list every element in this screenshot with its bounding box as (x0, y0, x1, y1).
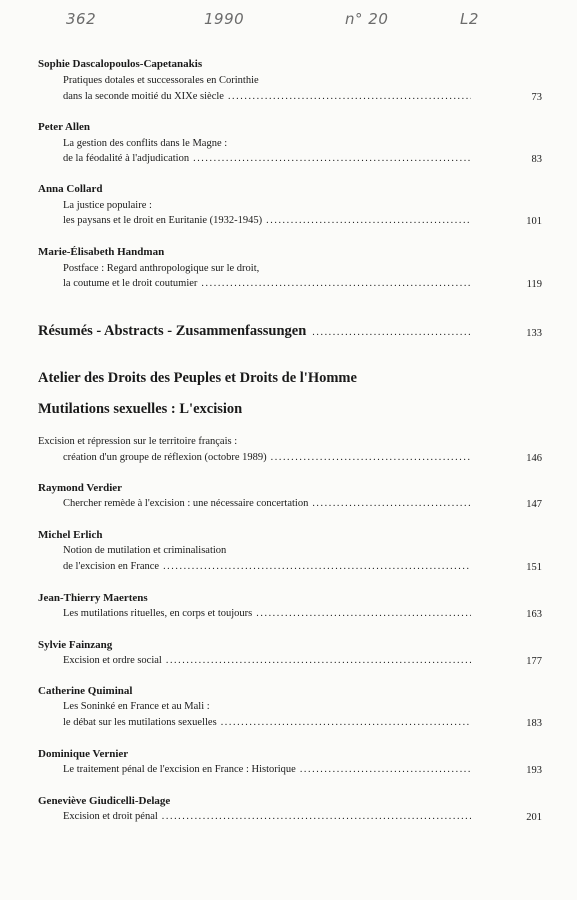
leader-dots (312, 327, 471, 338)
entry-title-line: Postface : Regard anthropologique sur le droit, (63, 263, 260, 274)
leader-dots (266, 215, 471, 226)
entry-page-number: 133 (526, 328, 542, 339)
entry-author: Dominique Vernier (38, 748, 129, 760)
entry-author: Marie-Élisabeth Handman (38, 246, 165, 258)
entry-title-line: Pratiques dotales et successorales en Corinthie (63, 75, 259, 86)
entry-title-line: les paysans et le droit en Euritanie (1932-1945) (63, 215, 263, 226)
entry-title-leader (63, 764, 471, 778)
handwritten-note-3: n° 20 (345, 10, 389, 28)
entry-page-number: 119 (526, 279, 542, 290)
entry-title-line: La justice populaire : (63, 200, 152, 211)
entry-page-number: 146 (526, 453, 542, 464)
entry-title-line: Excision et répression sur le territoire français : (38, 436, 238, 447)
entry-title-leader (63, 608, 471, 622)
entry-title-leader (63, 153, 471, 167)
handwritten-note-4: L2 (460, 10, 479, 28)
leader-dots (163, 561, 471, 572)
resumes-title: Résumés - Abstracts - Zusammenfassungen (38, 323, 307, 339)
leader-dots (201, 278, 471, 289)
entry-title-line: dans la seconde moitié du XIXe siècle (63, 91, 224, 102)
entry-page-number: 183 (526, 718, 542, 729)
entry-title-line: Chercher remède à l'excision : une nécessaire concertation (63, 498, 309, 509)
entry-author: Catherine Quiminal (38, 685, 133, 697)
entry-title-line: la coutume et le droit coutumier (63, 278, 198, 289)
section-title: Atelier des Droits des Peuples et Droits de l'Homme (38, 370, 357, 386)
resumes-leader (38, 323, 471, 343)
entry-title-line: La gestion des conflits dans le Magne : (63, 138, 228, 149)
entry-author: Sophie Dascalopoulos-Capetanakis (38, 58, 203, 70)
entry-author: Sylvie Fainzang (38, 639, 113, 651)
entry-title-leader (63, 278, 471, 292)
entry-page-number: 147 (526, 499, 542, 510)
entry-title-line: Les mutilations rituelles, en corps et toujours (63, 608, 253, 619)
entry-title-leader (63, 215, 471, 229)
entry-page-number: 163 (526, 609, 542, 620)
leader-dots (256, 608, 471, 619)
leader-dots (312, 498, 471, 509)
entry-page-number: 73 (531, 92, 542, 103)
leader-dots (271, 452, 471, 463)
entry-title-line: création d'un groupe de réflexion (octobre 1989) (63, 452, 267, 463)
entry-title-leader (63, 811, 471, 825)
entry-page-number: 101 (526, 216, 542, 227)
entry-title-leader (63, 91, 471, 105)
entry-page-number: 151 (526, 562, 542, 573)
entry-author: Michel Erlich (38, 529, 103, 541)
entry-page-number: 193 (526, 765, 542, 776)
leader-dots (193, 153, 471, 164)
entry-author: Jean-Thierry Maertens (38, 592, 148, 604)
leader-dots (300, 764, 471, 775)
leader-dots (228, 91, 471, 102)
entry-title-line: Excision et droit pénal (63, 811, 158, 822)
entry-title-line: de l'excision en France (63, 561, 160, 572)
handwritten-note-1: 362 (66, 10, 97, 28)
entry-author: Anna Collard (38, 183, 103, 195)
entry-title-line: le débat sur les mutilations sexuelles (63, 717, 217, 728)
entry-author: Raymond Verdier (38, 482, 123, 494)
entry-title-line: de la féodalité à l'adjudication (63, 153, 190, 164)
subsection-title: Mutilations sexuelles : L'excision (38, 401, 243, 417)
leader-dots (221, 717, 471, 728)
entry-title-line: Les Soninké en France et au Mali : (63, 701, 210, 712)
leader-dots (162, 811, 471, 822)
entry-title-line: Excision et ordre social (63, 655, 162, 666)
entry-page-number: 83 (531, 154, 542, 165)
entry-title-leader (63, 498, 471, 512)
entry-page-number: 201 (526, 812, 542, 823)
entry-title-leader (63, 655, 471, 669)
entry-author: Peter Allen (38, 121, 91, 133)
entry-author: Geneviève Giudicelli-Delage (38, 795, 171, 807)
entry-title-leader (63, 717, 471, 731)
handwritten-note-2: 1990 (204, 10, 245, 28)
entry-title-leader (63, 452, 471, 466)
entry-title-line: Notion de mutilation et criminalisation (63, 545, 227, 556)
entry-title-line: Le traitement pénal de l'excision en France : Historique (63, 764, 296, 775)
entry-page-number: 177 (526, 656, 542, 667)
entry-title-leader (63, 561, 471, 575)
leader-dots (166, 655, 471, 666)
